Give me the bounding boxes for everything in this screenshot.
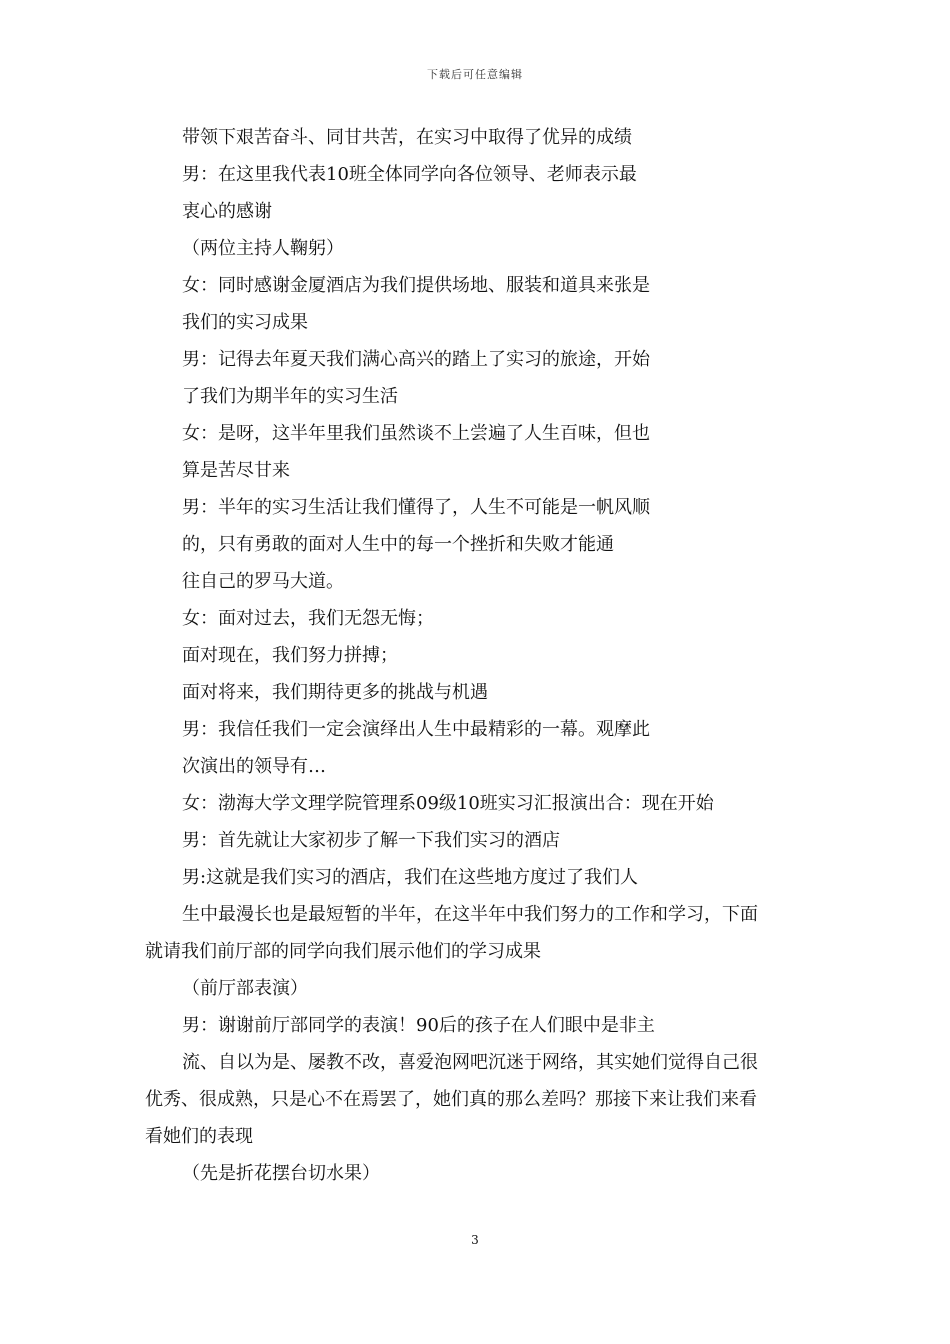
paragraph-line: （先是折花摆台切水果）	[182, 1163, 380, 1184]
paragraph-line: 次演出的领导有…	[182, 756, 326, 777]
paragraph-line: 面对将来，我们期待更多的挑战与机遇	[182, 682, 488, 703]
paragraph-line: 生中最漫长也是最短暂的半年，在这半年中我们努力的工作和学习，下面	[182, 904, 758, 925]
paragraph-line: 男：半年的实习生活让我们懂得了，人生不可能是一帆风顺	[182, 497, 650, 518]
paragraph-line: （前厅部表演）	[182, 978, 308, 999]
paragraph-line: 我们的实习成果	[182, 312, 308, 333]
paragraph-line: 看她们的表现	[145, 1126, 253, 1147]
page-header: 下载后可任意编辑	[427, 68, 523, 81]
paragraph-line: 女：同时感谢金厦酒店为我们提供场地、服装和道具来张是	[182, 275, 650, 296]
paragraph-line: 算是苦尽甘来	[182, 460, 290, 481]
paragraph-line: 女：是呀，这半年里我们虽然谈不上尝遍了人生百味，但也	[182, 423, 650, 444]
paragraph-line: 男：首先就让大家初步了解一下我们实习的酒店	[182, 830, 560, 851]
paragraph-line: 男：谢谢前厅部同学的表演！90后的孩子在人们眼中是非主	[182, 1015, 655, 1036]
paragraph-line: 了我们为期半年的实习生活	[182, 386, 398, 407]
paragraph-line: 往自己的罗马大道。	[182, 571, 344, 592]
page-number: 3	[471, 1233, 479, 1247]
paragraph-line: 男：我信任我们一定会演绎出人生中最精彩的一幕。观摩此	[182, 719, 650, 740]
paragraph-line: 女：渤海大学文理学院管理系09级10班实习汇报演出合：现在开始	[182, 793, 714, 814]
paragraph-line: 女：面对过去，我们无怨无悔；	[182, 608, 434, 629]
paragraph-line: 男：在这里我代表10班全体同学向各位领导、老师表示最	[182, 164, 637, 185]
paragraph-line: 的，只有勇敢的面对人生中的每一个挫折和失败才能通	[182, 534, 614, 555]
paragraph-line: 流、自以为是、屡教不改，喜爱泡网吧沉迷于网络，其实她们觉得自己很	[182, 1052, 758, 1073]
paragraph-line: 优秀、很成熟，只是心不在焉罢了，她们真的那么差吗？那接下来让我们来看	[145, 1089, 757, 1110]
document-body	[145, 124, 815, 1197]
paragraph-line: 男:这就是我们实习的酒店，我们在这些地方度过了我们人	[182, 867, 639, 888]
paragraph-line: （两位主持人鞠躬）	[182, 238, 344, 259]
paragraph-line: 男：记得去年夏天我们满心高兴的踏上了实习的旅途，开始	[182, 349, 650, 370]
paragraph-line: 带领下艰苦奋斗、同甘共苦，在实习中取得了优异的成绩	[182, 127, 632, 148]
paragraph-line: 衷心的感谢	[182, 201, 272, 222]
paragraph-line: 就请我们前厅部的同学向我们展示他们的学习成果	[145, 941, 541, 962]
paragraph-line: 面对现在，我们努力拼搏；	[182, 645, 398, 666]
